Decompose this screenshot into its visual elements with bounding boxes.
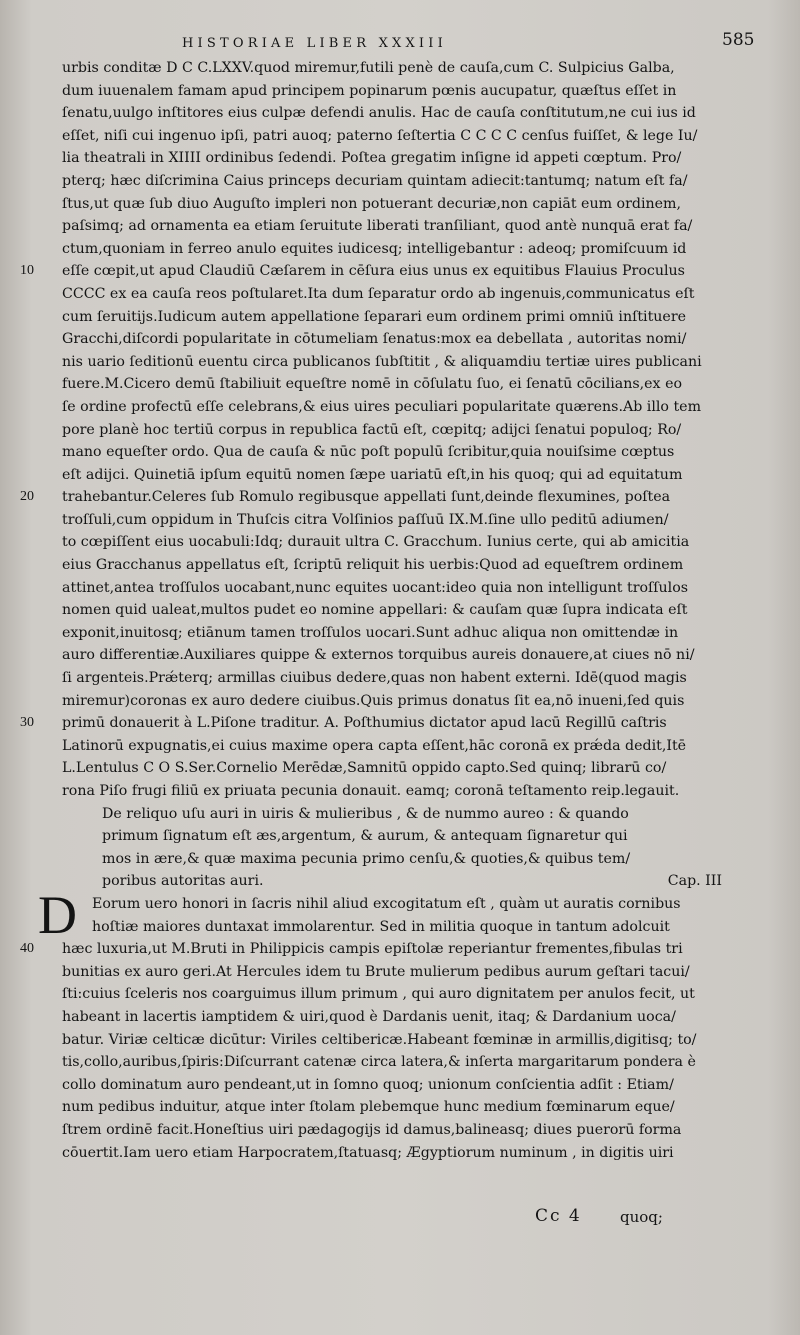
text-line: L.Lentulus C O S.Ser.Cornelio Merēdæ,Samnitū oppido capto.Sed quinq; librarū co/ — [62, 760, 667, 777]
text-line: urbis conditæ D C C.LXXV.quod miremur,futili penè de cauſa,cum C. Sulpicius Galba, — [62, 60, 675, 76]
text-line: eſſe cœpit,ut apud Claudiū Cæſarem in cēſura eius unus ex equitibus Flauius Proculus — [62, 263, 685, 280]
chapter-label: Cap. III — [667, 873, 722, 890]
text-line: pore planè hoc tertiū corpus in republica factū eſt, cœpitq; adijci ſenatui populoq; Ro/ — [62, 421, 682, 438]
text-line: mano equeſter ordo. Qua de cauſa & nūc poſt populū ſcribitur,quia nouiſsime cœptus — [62, 444, 675, 461]
text-line: Gracchi,diſcordi popularitate in cōtumeliam ſenatus:mox ea debellata , autoritas nomi/ — [62, 331, 687, 348]
main-text — [38, 57, 784, 1164]
text-line: troſſuli,cum oppidum in Thuſcis citra Volſinios paſſuū IX.M.ſine ullo peditū adiumen/ — [62, 511, 669, 528]
text-line: CCCC ex ea cauſa reos poſtularet.Ita dum ſeparatur ordo ab ingenuis,communicatus eſt — [62, 285, 695, 302]
line-number: 40 — [20, 941, 34, 957]
signature-mark: Cc 4 — [535, 1206, 582, 1226]
text-line: paſsimq; ad ornamenta ea etiam ſeruitute liberati tranſiliant, quod antè nunquā erat fa/ — [62, 218, 693, 235]
text-line: bunitias ex auro geri.At Hercules idem tu Brute mulierum pedibus aurum geſtari tacui/ — [62, 963, 690, 980]
chapter-summary-text: poribus autoritas auri. — [102, 873, 264, 890]
text-line: eſt adijci. Quinetiā ipſum equitū nomen ſæpe uariatū eſt,in his quoq; qui ad equitatum — [62, 466, 683, 483]
text-line: hoſtiæ maiores duntaxat immolarentur. Sed in militia quoque in tantum adolcuit — [92, 918, 670, 935]
text-line: ſtrem ordinē facit.Honeſtius uiri pædagogijs id damus,balineasq; diues puerorū forma — [62, 1121, 682, 1138]
text-line: exponit,inuitosq; etiānum tamen troſſulos uocari.Sunt adhuc aliqua non omittendæ in — [62, 624, 679, 641]
text-line: primū donauerit à L.Piſone traditur. A. Poſthumius dictator apud lacū Regillū caſtris — [62, 715, 667, 732]
text-line: cum ſeruitijs.Iudicum autem appellatione ſeparari eum ordinem primi omniū inſtituere — [62, 308, 687, 325]
text-line: ſenatu,uulgo inſtitores eius culpæ defendi anulis. Hac de cauſa conſtitutum,ne cui ius id — [62, 105, 696, 122]
text-line: Eorum uero honori in ſacris nihil aliud excogitatum eſt , quàm ut auratis cornibus — [92, 895, 681, 912]
chapter-summary-line — [62, 870, 784, 893]
text-line: pterq; hæc diſcrimina Caius princeps decuriam quintam adiecit:tantumq; natum eſt fa/ — [62, 172, 688, 189]
text-line: fuere.M.Cicero demū ſtabiliuit equeſtre nomē in cōſulatu ſuo, ei ſenatū cōcilians,ex eo — [62, 376, 683, 393]
text-line: ſi argenteis.Prǽterq; armillas ciuibus dedere,quas non habent externi. Idē(quod magis — [62, 670, 687, 687]
text-line: hæc luxuria,ut M.Bruti in Philippicis campis epiſtolæ reperiantur frementes,fibulas tri — [62, 941, 683, 958]
text-line: tis,collo,auribus,ſpiris:Diſcurrant catenæ circa latera,& inſerta margaritarum pondera è — [62, 1054, 696, 1071]
text-line: batur. Viriæ celticæ dicūtur: Viriles celtibericæ.Habeant fœminæ in armillis,digitisq; to/ — [62, 1031, 697, 1048]
chapter-summary-line: mos in ære,& quæ maxima pecunia primo cenſu,& quoties,& quibus tem/ — [102, 850, 631, 867]
text-line: auro differentiæ.Auxiliares quippe & externos torquibus aureis donauere,at ciues nō ni/ — [62, 647, 695, 664]
text-line: cōuertit.Iam uero etiam Harpocratem,ſtatuasq; Ægyptiorum numinum , in digitis uiri — [62, 1144, 674, 1161]
line-number: 30 — [20, 715, 34, 731]
drop-cap: D — [38, 885, 77, 946]
text-line: ſti:cuius ſceleris nos coarguimus illum primum , qui auro dignitatem per anulos fecit, ut — [62, 986, 695, 1003]
text-line: nomen quid ualeat,multos pudet eo nomine appellari: & cauſam quæ ſupra indicata eſt — [62, 602, 688, 619]
text-line: eſſet, niſi cui ingenuo ipſi, patri auoq; paterno ſeſtertia C C C C cenſus fuiſſet, & lege Iu/ — [62, 127, 698, 144]
text-line: dum iuuenalem famam apud principem popinarum pœnis aucupatur, quæſtus eſſet in — [62, 82, 677, 99]
chapter-summary-line: De reliquo uſu auri in uiris & mulieribus , & de nummo aureo : & quando — [102, 805, 629, 822]
text-line: eius Gracchanus appellatus eſt, ſcriptū reliquit his uerbis:Quod ad equeſtrem ordinem — [62, 557, 684, 574]
text-line: attinet,antea troſſulos uocabant,nunc equites uocant:ideo quia non intelligunt troſſulos — [62, 579, 689, 596]
text-line: ſtus,ut quæ ſub diuo Auguſto impleri non potuerant decuriæ,non capiāt eum ordinem, — [62, 195, 681, 212]
text-line: habeant in lacertis iamptidem & uiri,quod è Dardanis uenit, itaq; & Dardanium uoca/ — [62, 1008, 676, 1025]
running-title: HISTORIAE LIBER XXXIII — [182, 36, 447, 51]
text-line: num pedibus induitur, atque inter ſtolam plebemque hunc medium fœminarum eque/ — [62, 1099, 675, 1116]
page-footer — [0, 1206, 800, 1232]
running-head — [0, 30, 800, 58]
text-line: miremur)coronas ex auro dedere ciuibus.Quis primus donatus ſit ea,nō inueni,ſed quis — [62, 692, 685, 709]
text-line: Latinorū expugnatis,ei cuius maxime opera capta eſſent,hāc coronā ex prǽda dedit,Itē — [62, 737, 687, 754]
line-number: 20 — [20, 489, 34, 505]
catchword: quoq; — [620, 1208, 663, 1226]
text-line: nis uario ſeditionū euentu circa publicanos ſubſtitit , & aliquamdiu tertiæ uires publicani — [62, 353, 702, 370]
text-line: trahebantur.Celeres ſub Romulo regibusque appellati ſunt,deinde flexumines, poſtea — [62, 489, 671, 506]
folio-number: 585 — [722, 30, 755, 50]
text-line: ctum,quoniam in ferreo anulo equites iudicesq; intelligebantur : adeoq; promiſcuum id — [62, 240, 687, 257]
line-number: 10 — [20, 263, 34, 279]
text-line: ſe ordine profectū eſſe celebrans,& eius uires peculiari popularitate quærens.Ab illo tem — [62, 398, 702, 415]
text-line: lia theatrali in XIIII ordinibus ſedendi. Poſtea gregatim inſigne id appeti cœptum. Pro/ — [62, 150, 682, 167]
text-line: collo dominatum auro pendeant,ut in ſomno quoq; unionum conſcientia adſit : Etiam/ — [62, 1076, 674, 1093]
text-line: to cœpiſſent eius uocabuli:Idq; durauit ultra C. Gracchum. Iunius certe, qui ab amicitia — [62, 534, 690, 551]
text-line: rona Piſo frugi filiū ex priuata pecunia donauit. eamq; coronā teſtamento reip.legauit. — [62, 783, 680, 799]
chapter-summary-line: primum ſignatum eſt æs,argentum, & aurum, & antequam ſignaretur qui — [102, 828, 628, 845]
